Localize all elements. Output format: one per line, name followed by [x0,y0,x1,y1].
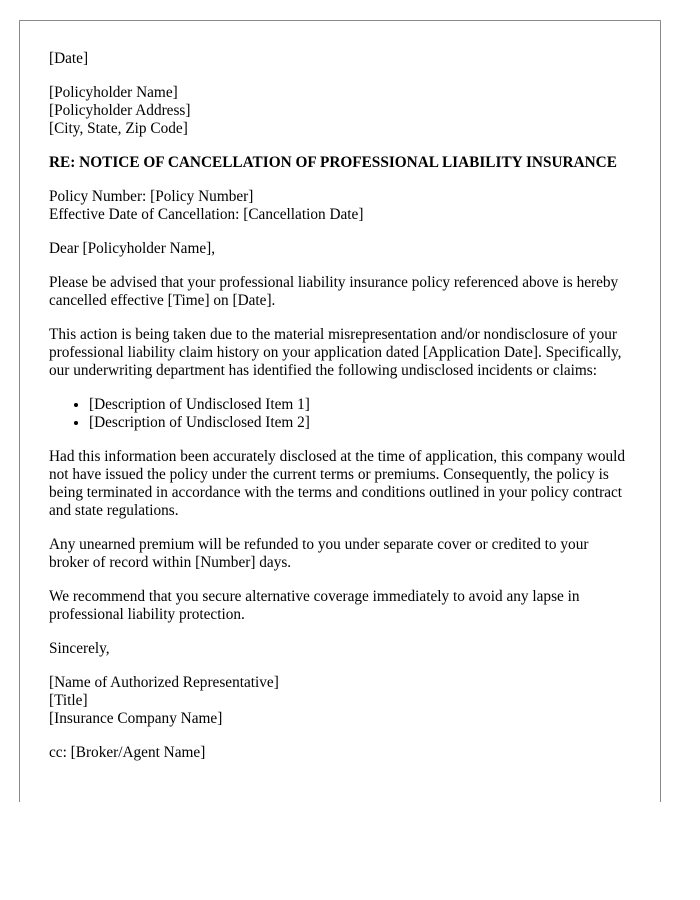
signatory-name: [Name of Authorized Representative] [49,674,279,691]
closing: Sincerely, [49,640,110,657]
company-name: [Insurance Company Name] [49,710,223,727]
list-item: • [Description of Undisclosed Item 2] [89,414,627,432]
cc-line: cc: [Broker/Agent Name] [49,744,206,761]
letter-page [19,20,661,802]
paragraph-notice: Please be advised that your professional liability insurance policy referenced above is hereby cancelled effective [Time] on [Date]. [49,274,619,309]
undisclosed-items-list [49,396,627,432]
signatory-title: [Title] [49,692,88,709]
letter-body [49,50,627,778]
cancellation-date: Effective Date of Cancellation: [Cancellation Date] [49,206,364,223]
salutation: Dear [Policyholder Name], [49,240,216,257]
recipient-address: [Policyholder Address] [49,102,191,119]
paragraph-consequence: Had this information been accurately disclosed at the time of application, this company would not have issued the policy under the current terms or premiums. Consequently, the policy is being terminated in accordance with the terms and conditions outlined in your policy contract and state regulations. [49,448,626,519]
subject-line: RE: NOTICE OF CANCELLATION OF PROFESSIONAL LIABILITY INSURANCE [49,154,617,171]
recipient-name: [Policyholder Name] [49,84,178,101]
paragraph-recommendation: We recommend that you secure alternative coverage immediately to avoid any lapse in professional liability protection. [49,588,580,623]
paragraph-refund: Any unearned premium will be refunded to you under separate cover or credited to your broker of record within [Number] days. [49,536,589,571]
policy-number: Policy Number: [Policy Number] [49,188,254,205]
list-item: • [Description of Undisclosed Item 1] [89,396,627,414]
recipient-block [49,84,627,138]
paragraph-reason: This action is being taken due to the material misrepresentation and/or nondisclosure of your professional liability claim history on your application dated [Application Date]. Specifically, our underwriting department has identified the following undisclosed incidents or claims: [49,326,622,379]
policy-details [49,188,627,224]
recipient-city-state-zip: [City, State, Zip Code] [49,120,188,137]
letter-date: [Date] [49,50,89,67]
signature-block [49,674,627,728]
